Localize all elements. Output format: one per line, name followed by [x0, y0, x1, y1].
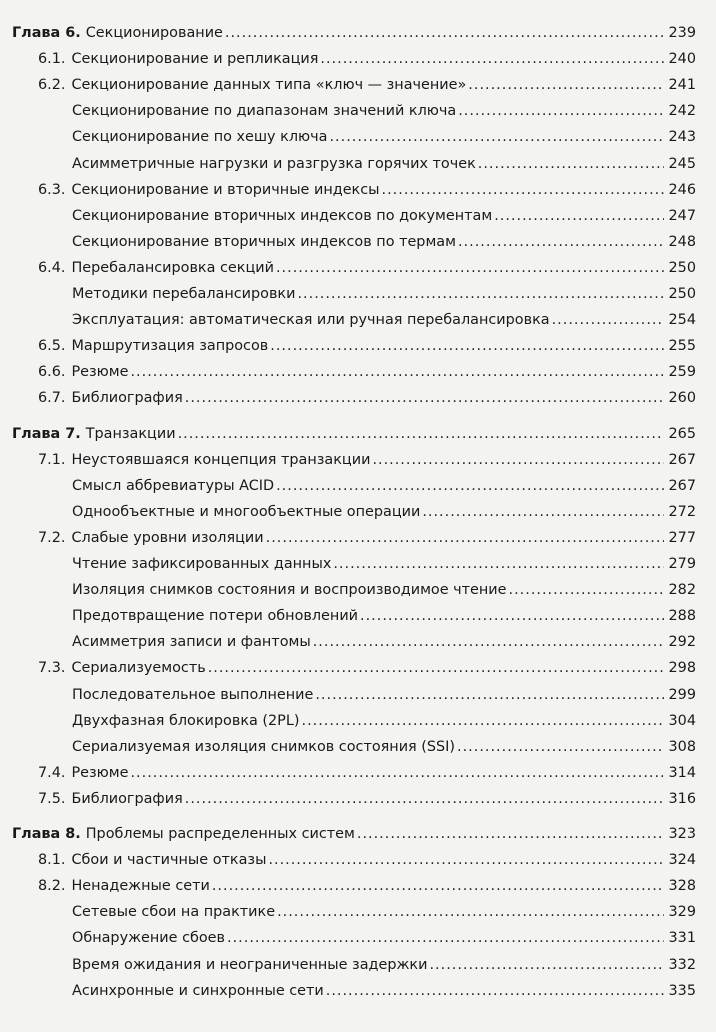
dot-leader	[277, 901, 664, 923]
dot-leader	[326, 980, 664, 1002]
page-number: 335	[668, 982, 696, 999]
toc-entry-title: Неустоявшаяся концепция транзакции	[71, 451, 371, 468]
page-number: 259	[668, 364, 696, 381]
toc-entry-title: Чтение зафиксированных данных	[72, 556, 332, 572]
toc-section-row	[38, 48, 696, 70]
toc-entry-title: Секционирование по диапазонам значений ключа	[72, 103, 457, 120]
toc-entry-title: Секционирование по хешу ключа	[72, 129, 328, 146]
dot-leader	[270, 335, 664, 357]
section-number: 7.2.	[38, 529, 66, 546]
toc-entry-title: Секционирование данных типа «ключ — значение»	[71, 77, 467, 94]
dot-leader	[268, 849, 664, 871]
toc-subsection-row	[72, 100, 696, 122]
toc-entry-title: Сериализуемость	[71, 660, 206, 677]
dot-leader	[458, 100, 664, 122]
dot-leader	[429, 954, 664, 976]
dot-leader	[302, 710, 665, 732]
toc-entry-title: Двухфазная блокировка (2PL)	[72, 712, 300, 729]
page-number: 242	[668, 103, 696, 120]
toc-entry-title: Ненадежные сети	[71, 878, 210, 895]
toc-entry-title: Асимметричные нагрузки и разгрузка горячих точек	[72, 155, 476, 172]
dot-leader	[468, 74, 664, 96]
section-number: 6.3.	[38, 181, 66, 198]
chapter-number: Глава 7.	[12, 425, 81, 442]
page-number: 246	[668, 181, 696, 198]
toc-entry-title: Обнаружение сбоев	[72, 930, 226, 947]
dot-leader	[422, 501, 664, 523]
page-number: 308	[668, 738, 696, 755]
toc-entry-title: Смысл аббревиатуры ACID	[72, 477, 275, 494]
toc-section-row	[38, 449, 696, 471]
toc-entry-title: Асимметрия записи и фантомы	[72, 634, 311, 651]
toc-entry-title: Секционирование и репликация	[71, 51, 319, 68]
page-number: 329	[668, 904, 696, 921]
toc-subsection-row	[72, 631, 696, 653]
toc-entry-title: Сетевые сбои на практике	[72, 904, 276, 921]
dot-leader	[130, 361, 664, 383]
dot-leader	[185, 788, 664, 810]
page-number: 331	[668, 930, 696, 947]
page-number: 324	[668, 852, 696, 869]
page-number: 314	[668, 764, 696, 781]
dot-leader	[178, 423, 664, 445]
page-number: 288	[668, 608, 696, 625]
toc-entry-title: Транзакции	[85, 425, 176, 442]
page-number: 267	[668, 477, 696, 494]
toc-subsection-row	[72, 927, 696, 949]
section-number: 6.6.	[38, 364, 66, 381]
toc-entry-title: Однообъектные и многообъектные операции	[72, 503, 421, 520]
page-number: 323	[668, 826, 696, 842]
toc-section-row	[38, 875, 696, 897]
dot-leader	[315, 684, 664, 706]
page-number: 248	[668, 233, 696, 250]
toc-subsection-row	[72, 475, 696, 497]
toc-subsection-row	[72, 605, 696, 627]
toc-subsection-row	[72, 231, 696, 253]
page-number: 254	[668, 312, 696, 329]
toc-subsection-row	[72, 309, 696, 331]
section-number: 6.4.	[38, 259, 66, 276]
page-number: 241	[668, 77, 696, 94]
dot-leader	[382, 179, 664, 201]
page-number: 267	[668, 451, 696, 468]
toc-section-row	[38, 335, 696, 357]
dot-leader	[208, 657, 664, 679]
section-number: 8.2.	[38, 878, 66, 895]
dot-leader	[372, 449, 664, 471]
dot-leader	[458, 231, 664, 253]
dot-leader	[227, 927, 664, 949]
page-number: 260	[668, 390, 696, 407]
page-number: 277	[668, 529, 696, 546]
toc-entry-title: Сериализуемая изоляция снимков состояния (SSI)	[72, 738, 456, 755]
page-number: 316	[668, 790, 696, 807]
toc-entry-title: Библиография	[71, 790, 183, 807]
section-number: 7.1.	[38, 451, 66, 468]
page-number: 298	[668, 660, 696, 677]
section-number: 6.1.	[38, 51, 66, 68]
dot-leader	[212, 875, 664, 897]
page-number: 304	[668, 712, 696, 729]
toc-entry-title: Слабые уровни изоляции	[71, 529, 264, 546]
dot-leader	[185, 387, 664, 409]
toc-entry-title: Резюме	[71, 764, 129, 781]
toc-entry-title: Последовательное выполнение	[72, 686, 314, 703]
toc-entry-title: Секционирование и вторичные индексы	[71, 181, 380, 198]
toc-entry-title: Перебалансировка секций	[71, 259, 274, 276]
section-number: 7.3.	[38, 660, 66, 677]
toc-subsection-row	[72, 710, 696, 732]
dot-leader	[509, 579, 664, 601]
page-number: 265	[668, 425, 696, 442]
page-number: 282	[668, 582, 696, 599]
dot-leader	[360, 605, 664, 627]
dot-leader	[457, 736, 664, 758]
dot-leader	[320, 48, 664, 70]
page-number: 332	[668, 956, 696, 973]
dot-leader	[276, 257, 664, 279]
dot-leader	[130, 762, 664, 784]
page-number: 243	[668, 129, 696, 146]
toc-section-row	[38, 361, 696, 383]
dot-leader	[329, 126, 664, 148]
toc-entry-title: Время ожидания и неограниченные задержки	[72, 956, 428, 973]
toc-entry-title: Секционирование вторичных индексов по термам	[72, 233, 456, 250]
toc-entry-title: Маршрутизация запросов	[71, 338, 269, 355]
chapter-number: Глава 6.	[12, 25, 81, 41]
toc-entry-title: Секционирование	[85, 25, 223, 41]
toc-subsection-row	[72, 954, 696, 976]
toc-subsection-row	[72, 153, 696, 175]
toc-subsection-row	[72, 980, 696, 1002]
page-number: 250	[668, 259, 696, 276]
toc-entry-title: Изоляция снимков состояния и воспроизводимое чтение	[72, 582, 507, 599]
section-number: 6.5.	[38, 338, 66, 355]
toc-section-row	[38, 179, 696, 201]
toc-section-row	[38, 74, 696, 96]
toc-subsection-row	[72, 901, 696, 923]
section-number: 7.4.	[38, 764, 66, 781]
toc-entry-title: Проблемы распределенных систем	[85, 826, 355, 842]
toc-subsection-row	[72, 126, 696, 148]
toc-chapter-row	[12, 823, 696, 845]
section-number: 6.7.	[38, 390, 66, 407]
toc-entry-title: Методики перебалансировки	[72, 286, 296, 302]
dot-leader	[225, 22, 664, 44]
toc-entry-title: Асинхронные и синхронные сети	[72, 982, 324, 999]
toc-subsection-row	[72, 501, 696, 523]
chapter-number: Глава 8.	[12, 826, 81, 842]
page-number: 292	[668, 634, 696, 651]
page-number: 239	[668, 25, 696, 41]
toc-subsection-row	[72, 205, 696, 227]
toc-entry-title: Библиография	[71, 390, 183, 407]
toc-section-row	[38, 387, 696, 409]
toc-entry-title: Эксплуатация: автоматическая или ручная перебалансировка	[72, 312, 550, 329]
toc-chapter-row	[12, 423, 696, 445]
page-number: 272	[668, 503, 696, 520]
page-number: 299	[668, 686, 696, 703]
toc-chapter-row	[12, 22, 696, 44]
toc-section-row	[38, 788, 696, 810]
toc-entry-title: Предотвращение потери обновлений	[72, 608, 359, 625]
dot-leader	[276, 475, 664, 497]
page-number: 328	[668, 878, 696, 895]
toc-section-row	[38, 762, 696, 784]
toc-subsection-row	[72, 579, 696, 601]
dot-leader	[313, 631, 664, 653]
section-number: 8.1.	[38, 852, 66, 869]
dot-leader	[478, 153, 664, 175]
toc-section-row	[38, 257, 696, 279]
dot-leader	[494, 205, 664, 227]
page-number: 245	[668, 155, 696, 172]
page-number: 255	[668, 338, 696, 355]
page-number: 240	[668, 51, 696, 68]
toc-section-row	[38, 849, 696, 871]
dot-leader	[297, 283, 664, 305]
dot-leader	[552, 309, 664, 331]
toc-subsection-row	[72, 553, 696, 575]
page-number: 247	[668, 207, 696, 224]
section-number: 7.5.	[38, 790, 66, 807]
toc-section-row	[38, 657, 696, 679]
toc-entry-title: Секционирование вторичных индексов по документам	[72, 207, 493, 224]
dot-leader	[333, 553, 664, 575]
toc-entry-title: Сбои и частичные отказы	[71, 852, 267, 869]
toc-section-row	[38, 527, 696, 549]
page-number: 279	[668, 556, 696, 572]
dot-leader	[266, 527, 664, 549]
toc-subsection-row	[72, 736, 696, 758]
toc-entry-title: Резюме	[71, 364, 129, 381]
page-number: 250	[668, 286, 696, 302]
section-number: 6.2.	[38, 77, 66, 94]
dot-leader	[357, 823, 664, 845]
toc-subsection-row	[72, 684, 696, 706]
toc-subsection-row	[72, 283, 696, 305]
